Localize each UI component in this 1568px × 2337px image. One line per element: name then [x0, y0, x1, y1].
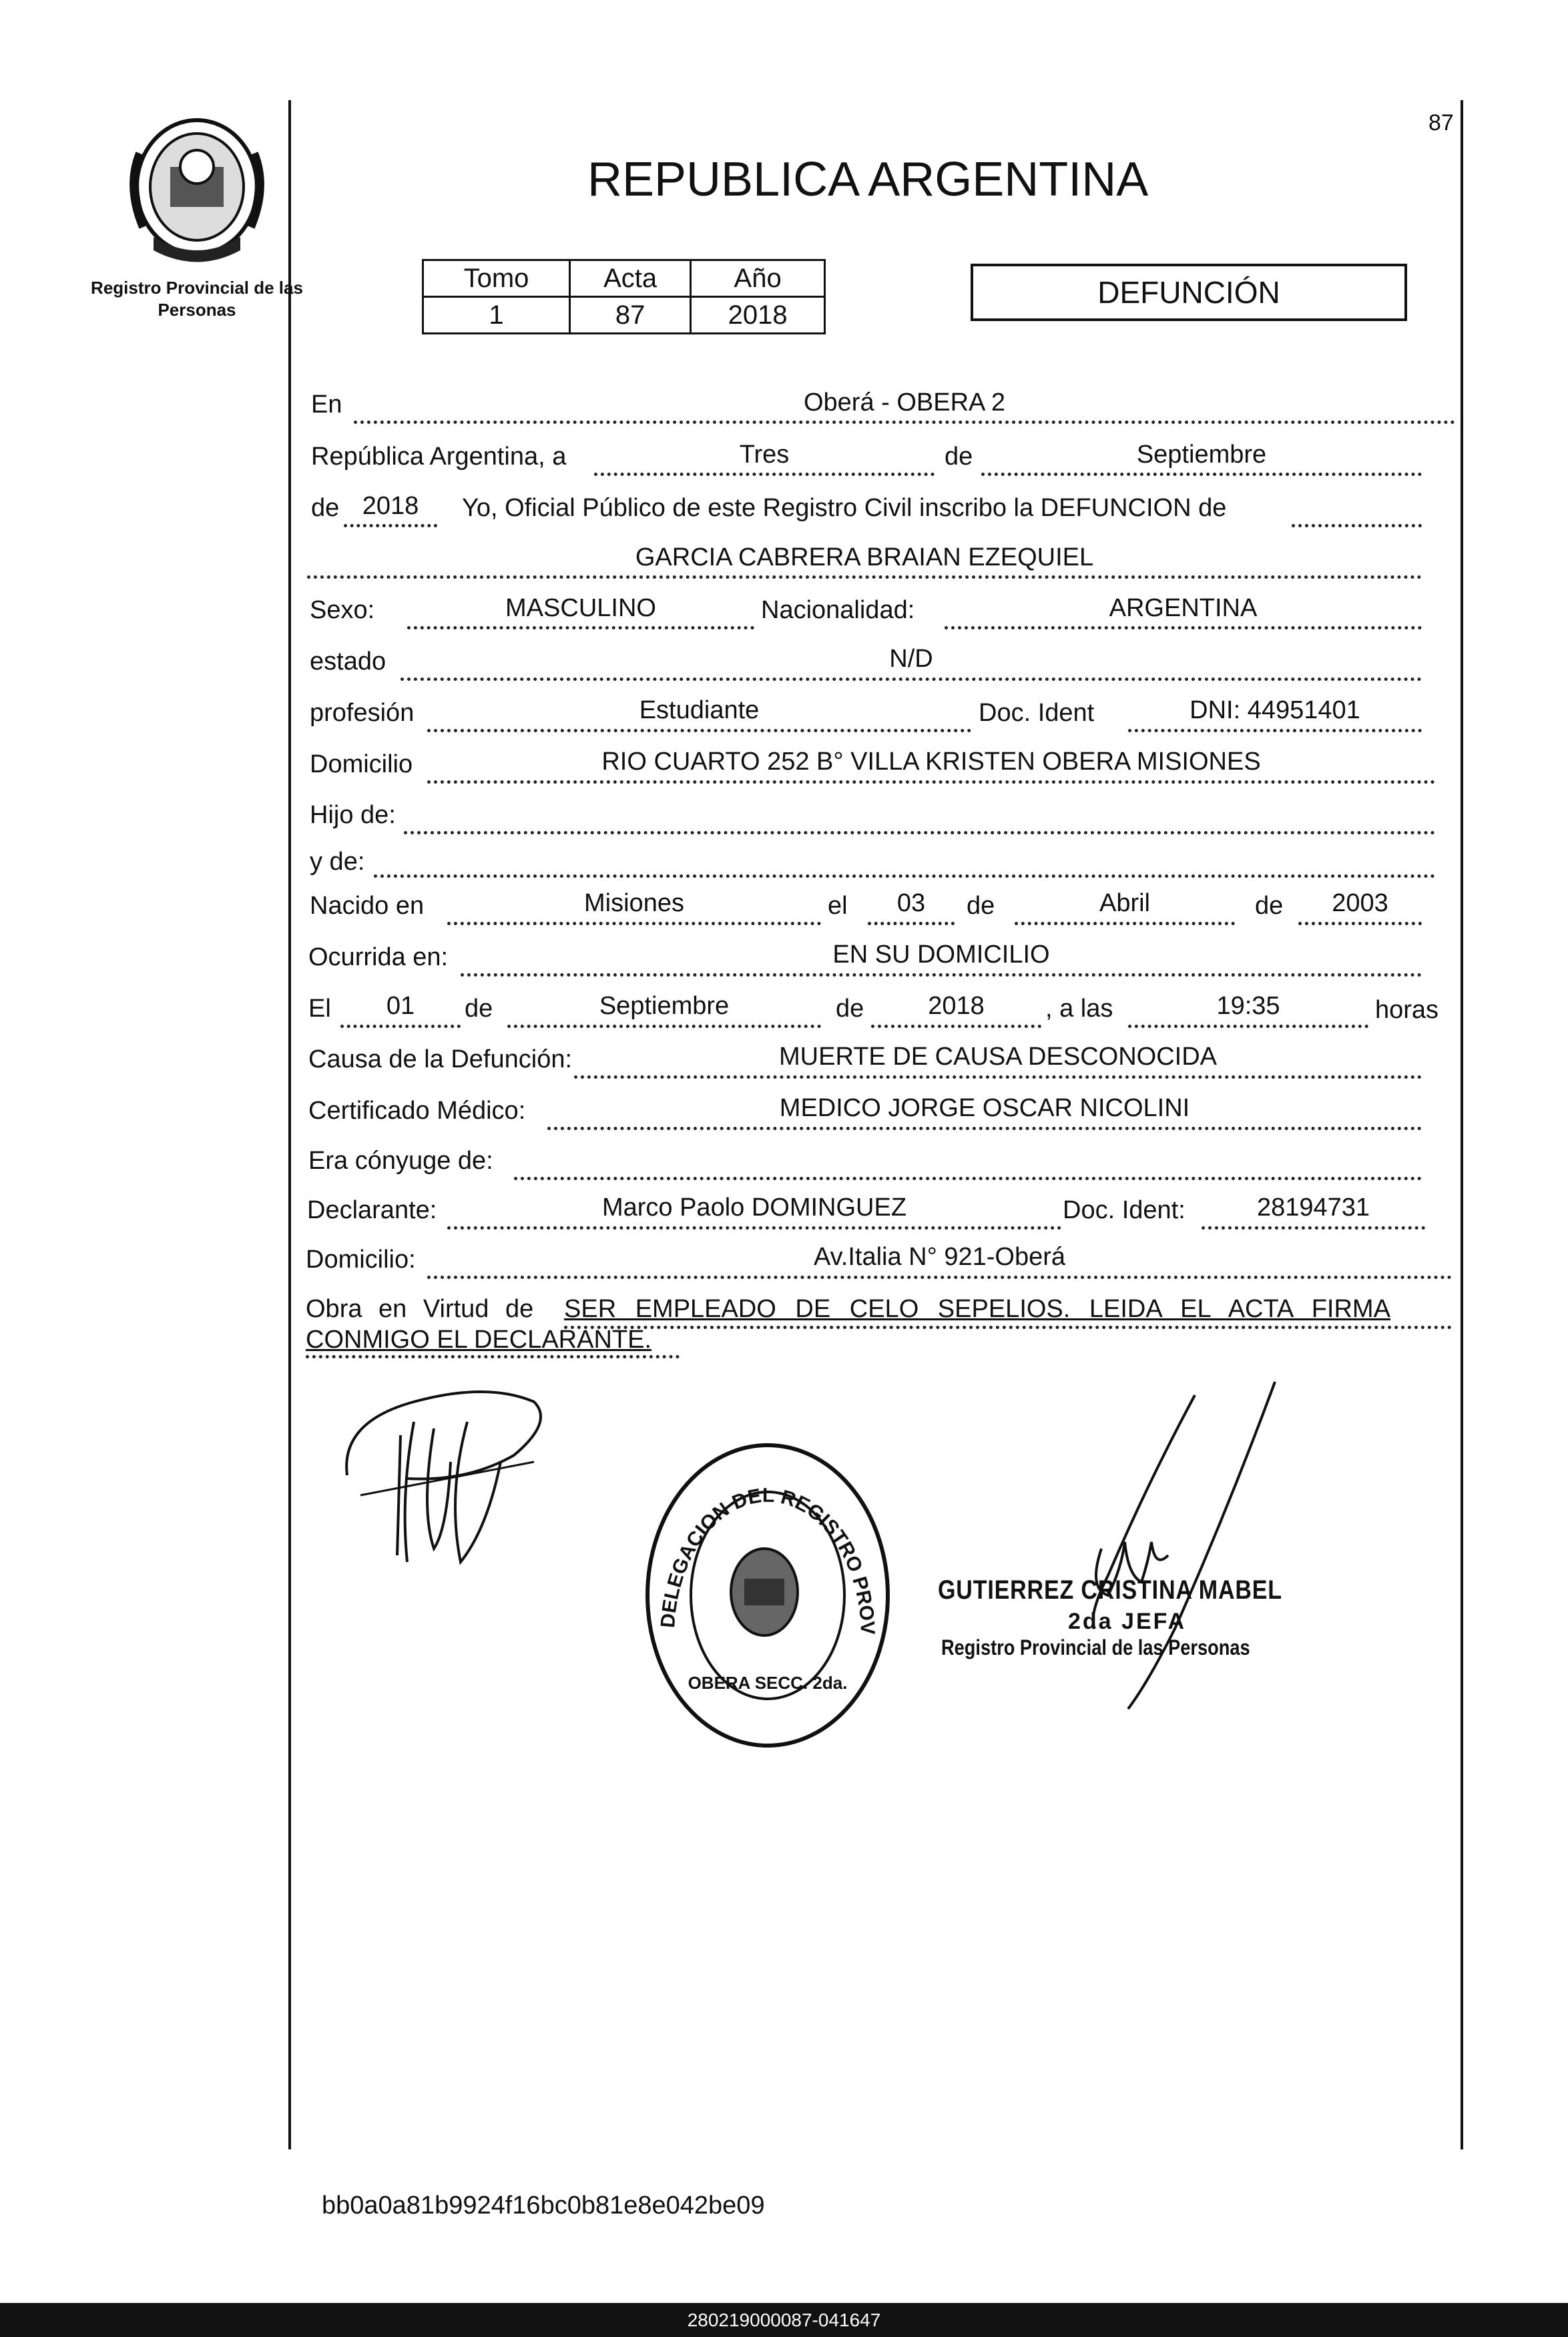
- table-cell-anio: 2018: [691, 297, 825, 334]
- field-mes: Septiembre: [1136, 441, 1267, 469]
- declarant-signature: [334, 1362, 554, 1575]
- dotted-line: [1015, 922, 1235, 925]
- official-signature: [1015, 1375, 1295, 1722]
- field-profesion: Estudiante: [639, 696, 760, 724]
- record-table: [422, 259, 826, 334]
- table-cell-acta: 87: [570, 297, 691, 334]
- dotted-line: [1202, 1226, 1425, 1230]
- table-header-tomo: Tomo: [423, 260, 570, 297]
- label-domicilio-declarante: Domicilio:: [306, 1246, 416, 1274]
- field-causa: MUERTE DE CAUSA DESCONOCIDA: [779, 1043, 1217, 1071]
- dotted-line: [407, 626, 754, 629]
- field-anio: 2018: [362, 492, 419, 520]
- label-el: el: [828, 892, 848, 920]
- document-code-bar: 280219000087-041647: [0, 2303, 1568, 2337]
- official-registry: Registro Provincial de las Personas: [941, 1635, 1250, 1659]
- label-nacido-en: Nacido en: [310, 892, 425, 920]
- field-lugar: Oberá - OBERA 2: [803, 388, 1005, 417]
- label-y-de: y de:: [310, 848, 365, 876]
- label-de-fallec: de: [465, 995, 493, 1023]
- dotted-line: [574, 1075, 1422, 1079]
- field-nacionalidad: ARGENTINA: [1109, 594, 1258, 622]
- dotted-line: [447, 1226, 1061, 1230]
- page-title: REPUBLICA ARGENTINA: [587, 153, 1149, 206]
- label-profesion: profesión: [310, 699, 415, 727]
- dotted-line: [514, 1177, 1422, 1180]
- dotted-line: [427, 1276, 1452, 1279]
- field-fallec-dia: 01: [386, 992, 415, 1020]
- official-name: GUTIERREZ CRISTINA MABEL: [938, 1575, 1282, 1605]
- registry-name: Registro Provincial de las Personas: [91, 278, 303, 320]
- dotted-line: [1298, 922, 1422, 925]
- field-dni: DNI: 44951401: [1190, 696, 1360, 724]
- field-ocurrida: EN SU DOMICILIO: [832, 941, 1050, 969]
- dotted-line: [871, 1025, 1041, 1028]
- field-declarante-domicilio: Av.Italia N° 921-Oberá: [813, 1243, 1066, 1271]
- label-en: En: [311, 391, 342, 419]
- label-el-fallec: El: [308, 995, 331, 1023]
- right-border-line: [1461, 100, 1463, 2149]
- field-dia-texto: Tres: [739, 441, 790, 469]
- registry-stamp: [634, 1435, 901, 1756]
- field-nacido-anio: 2003: [1332, 889, 1388, 917]
- page-number: 87: [1428, 110, 1454, 136]
- label-certificado: Certificado Médico:: [308, 1097, 526, 1125]
- field-fallec-anio: 2018: [928, 992, 985, 1020]
- field-declarante-doc: 28194731: [1256, 1194, 1370, 1222]
- svg-text:OBERA SECC. 2da.: OBERA SECC. 2da.: [688, 1673, 848, 1693]
- document-hash: bb0a0a81b9924f16bc0b81e8e042be09: [322, 2191, 765, 2220]
- label-ocurrida-en: Ocurrida en:: [308, 943, 449, 971]
- field-nacido-lugar: Misiones: [584, 889, 684, 917]
- dotted-line: [354, 421, 1455, 424]
- label-horas: horas: [1375, 996, 1439, 1024]
- dotted-line: [307, 575, 1422, 579]
- dotted-line: [547, 1127, 1422, 1130]
- label-de: de: [945, 443, 973, 471]
- label-a-las: , a las: [1045, 995, 1113, 1023]
- field-nombre: GARCIA CABRERA BRAIAN EZEQUIEL: [635, 543, 1094, 571]
- field-obra-linea1: SER EMPLEADO DE CELO SEPELIOS. LEIDA EL ACTA FIRMA: [564, 1295, 1390, 1323]
- dotted-line: [306, 1355, 680, 1358]
- field-nacido-mes: Abril: [1099, 889, 1151, 917]
- field-fallec-mes: Septiembre: [599, 992, 730, 1020]
- field-declarante: Marco Paolo DOMINGUEZ: [601, 1194, 907, 1222]
- document-type-box: DEFUNCIÓN: [971, 264, 1407, 321]
- dotted-line: [594, 473, 935, 476]
- label-causa: Causa de la Defunción:: [308, 1045, 573, 1073]
- field-nacido-dia: 03: [896, 889, 926, 917]
- dotted-line: [1128, 729, 1422, 732]
- label-de-anio: de: [311, 494, 340, 522]
- dotted-line: [404, 831, 1435, 834]
- dotted-line: [427, 729, 971, 732]
- left-border-line: [288, 100, 291, 2149]
- label-declarante: Declarante:: [307, 1196, 437, 1224]
- dotted-line: [427, 780, 1435, 784]
- dotted-line: [945, 626, 1422, 629]
- dotted-line: [401, 678, 1422, 681]
- field-fallec-hora: 19:35: [1216, 992, 1280, 1020]
- table-header-acta: Acta: [570, 260, 691, 297]
- table-cell-tomo: 1: [423, 297, 570, 334]
- dotted-line: [868, 922, 955, 925]
- label-domicilio: Domicilio: [310, 750, 413, 778]
- dotted-line: [461, 973, 1422, 977]
- dotted-line: [507, 1025, 821, 1028]
- label-conyuge: Era cónyuge de:: [308, 1147, 493, 1175]
- svg-text:DELEGACION DEL REGISTRO PROVIN: DELEGACION DEL REGISTRO PROV: [657, 1484, 879, 1635]
- dotted-line: [340, 1025, 461, 1028]
- dotted-line: [1128, 1025, 1368, 1028]
- field-domicilio: RIO CUARTO 252 B° VILLA KRISTEN OBERA MISIONES: [601, 748, 1261, 776]
- field-obra-linea2: CONMIGO EL DECLARANTE.: [306, 1326, 652, 1354]
- field-sexo: MASCULINO: [505, 594, 656, 622]
- label-obra: Obra en Virtud de: [306, 1295, 534, 1323]
- field-estado: N/D: [889, 645, 933, 673]
- label-de-nacido: de: [967, 892, 995, 920]
- label-hijo-de: Hijo de:: [310, 801, 396, 829]
- label-de-nacido-anio: de: [1255, 892, 1284, 920]
- label-sexo: Sexo:: [310, 596, 375, 624]
- label-doc-ident-declarante: Doc. Ident:: [1063, 1196, 1186, 1224]
- label-oficial: Yo, Oficial Público de este Registro Civil inscribo la DEFUNCION de: [462, 494, 1227, 522]
- dotted-line: [564, 1326, 1452, 1329]
- label-doc-ident: Doc. Ident: [979, 699, 1095, 727]
- dotted-line: [1292, 524, 1422, 527]
- label-nacionalidad: Nacionalidad:: [761, 596, 915, 624]
- label-republica: República Argentina, a: [311, 443, 567, 471]
- field-certificado: MEDICO JORGE OSCAR NICOLINI: [779, 1094, 1190, 1122]
- province-seal-logo: [113, 113, 280, 267]
- dotted-line: [447, 922, 821, 925]
- dotted-line: [981, 473, 1422, 476]
- official-role: 2da JEFA: [1068, 1609, 1187, 1634]
- dotted-line: [344, 524, 437, 527]
- label-de-fallec-anio: de: [836, 995, 864, 1023]
- dotted-line: [374, 874, 1435, 878]
- label-estado: estado: [310, 647, 386, 676]
- table-header-anio: Año: [691, 260, 825, 297]
